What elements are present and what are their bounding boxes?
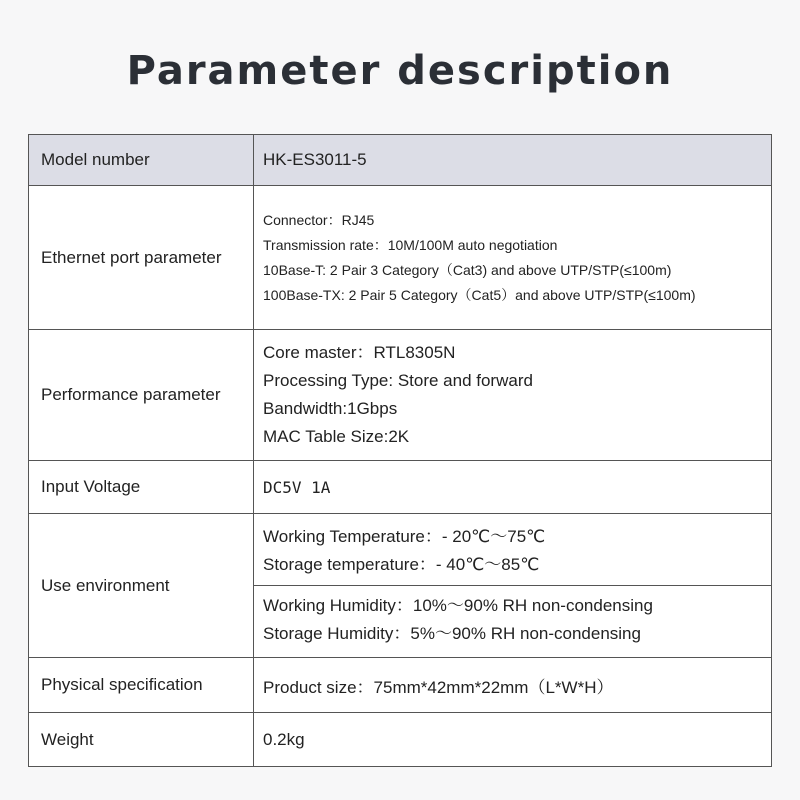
row-label-environment: Use environment	[29, 514, 254, 658]
temperature-line: Storage temperature：- 40℃～85℃	[263, 555, 540, 574]
table-row-environment	[29, 514, 772, 658]
row-value-model: HK-ES3011-5	[254, 135, 772, 186]
row-label-model: Model number	[29, 135, 254, 186]
humidity-line: Storage Humidity：5%～90% RH non-condensing	[263, 624, 641, 643]
row-label-physical: Physical specification	[29, 658, 254, 713]
row-label-voltage: Input Voltage	[29, 461, 254, 514]
table-row-voltage	[29, 461, 772, 514]
table-row-model	[29, 135, 772, 186]
performance-line: Core master：RTL8305N	[263, 343, 456, 362]
humidity-line: Working Humidity：10%～90% RH non-condensing	[263, 596, 653, 615]
performance-line: MAC Table Size:2K	[263, 427, 410, 446]
temperature-block	[263, 517, 771, 585]
performance-line: Processing Type: Store and forward	[263, 371, 533, 390]
table-row-performance	[29, 330, 772, 461]
table-row-physical	[29, 658, 772, 713]
ethernet-line: Transmission rate：10M/100M auto negotiation	[263, 236, 558, 253]
table-row-ethernet	[29, 186, 772, 330]
row-value-environment	[254, 514, 772, 658]
row-label-ethernet: Ethernet port parameter	[29, 186, 254, 330]
row-value-physical: Product size：75mm*42mm*22mm（L*W*H）	[254, 658, 772, 713]
table-row-weight	[29, 713, 772, 767]
page-title: Parameter description	[126, 48, 674, 94]
ethernet-line: 100Base-TX: 2 Pair 5 Category（Cat5）and above UTP/STP(≤100m)	[263, 286, 696, 303]
performance-line: Bandwidth:1Gbps	[263, 399, 398, 418]
row-value-weight: 0.2kg	[254, 713, 772, 767]
temperature-line: Working Temperature：- 20℃～75℃	[263, 527, 546, 546]
parameter-table	[28, 134, 772, 767]
row-label-performance: Performance parameter	[29, 330, 254, 461]
ethernet-line: Connector：RJ45	[263, 211, 375, 228]
row-value-voltage: DC5V 1A	[254, 461, 772, 514]
ethernet-line: 10Base-T: 2 Pair 3 Category（Cat3) and above UTP/STP(≤100m)	[263, 261, 672, 278]
row-value-ethernet	[254, 186, 772, 330]
humidity-block	[263, 586, 771, 654]
row-label-weight: Weight	[29, 713, 254, 767]
row-value-performance	[254, 330, 772, 461]
